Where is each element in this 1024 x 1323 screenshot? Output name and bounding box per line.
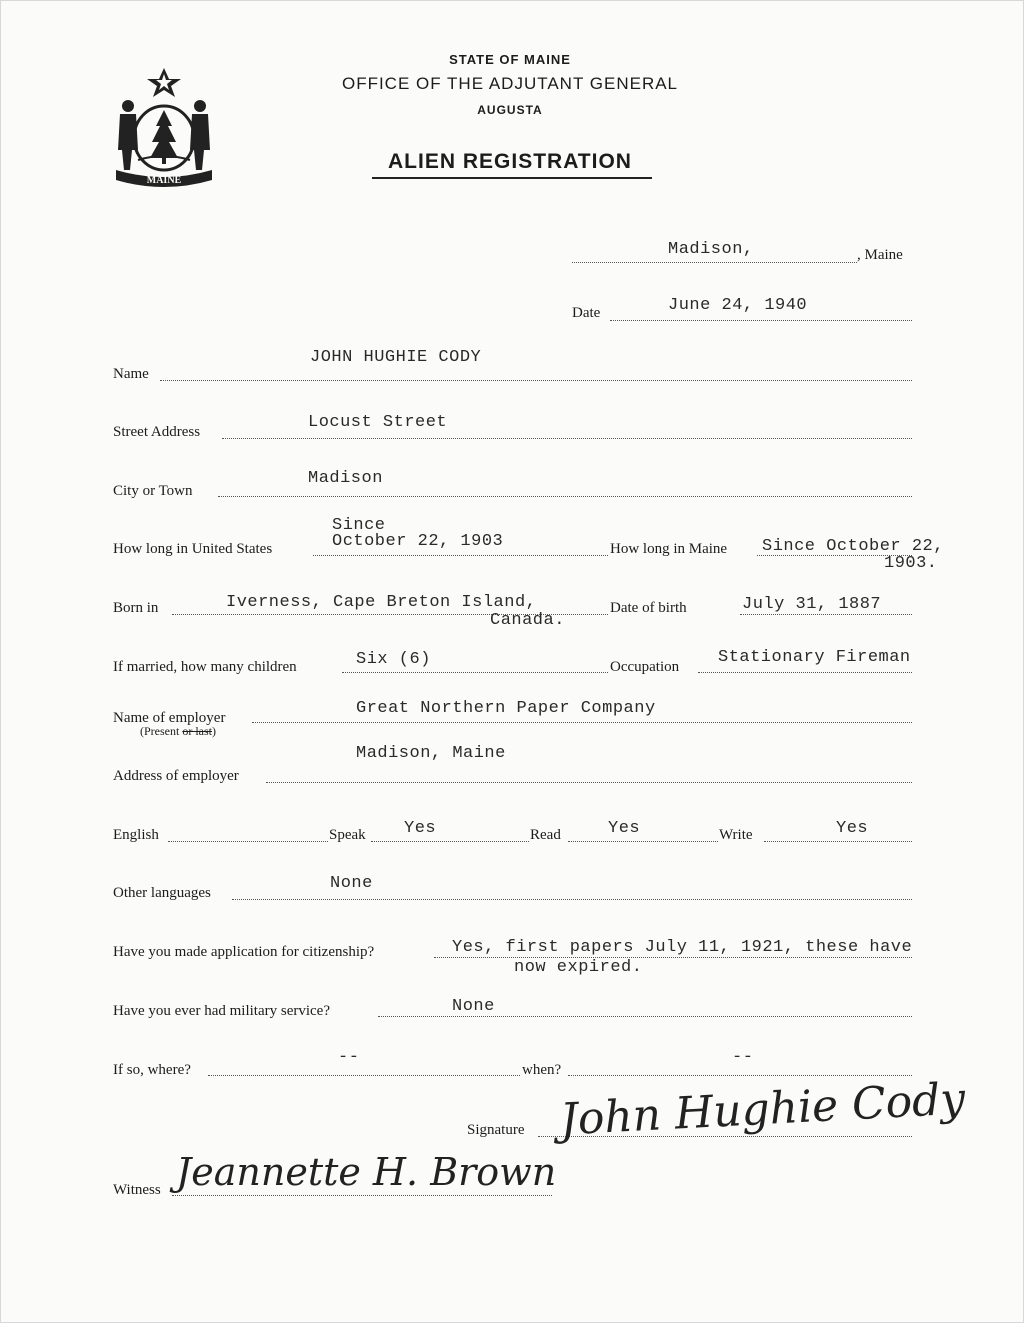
how-long-us-value-2: October 22, 1903 (332, 532, 504, 551)
children-label: If married, how many children (113, 659, 297, 675)
when-label: when? (522, 1062, 562, 1078)
born-in-label: Born in (113, 600, 159, 616)
date-label: Date (572, 305, 601, 321)
employer-sublabel: (Present or last) (140, 724, 216, 738)
name-value: JOHN HUGHIE CODY (310, 348, 482, 367)
witness-value: Jeannette H. Brown (176, 1150, 557, 1194)
other-languages-label: Other languages (113, 885, 211, 901)
state-seal (112, 66, 216, 192)
born-in-value-2: Canada. (490, 611, 565, 630)
how-long-maine-label: How long in Maine (610, 541, 728, 557)
occupation-value: Stationary Fireman (718, 648, 911, 667)
how-long-maine-value-1: Since October 22, (762, 537, 944, 556)
employer-label: Name of employer (113, 710, 226, 726)
employer-value: Great Northern Paper Company (356, 699, 656, 718)
how-long-us-label: How long in United States (113, 541, 273, 557)
occupation-label: Occupation (610, 659, 680, 675)
date-value: June 24, 1940 (668, 296, 808, 315)
title-underline (372, 177, 652, 179)
english-label: English (113, 827, 159, 843)
how-long-us-value-1: Since (332, 516, 386, 535)
other-languages-value: None (330, 874, 373, 893)
signature-label: Signature (467, 1122, 525, 1138)
city-label: City or Town (113, 483, 193, 499)
born-in-value-1: Iverness, Cape Breton Island, (226, 593, 537, 612)
speak-label: Speak (329, 827, 366, 843)
read-value: Yes (608, 819, 641, 838)
struck-text: or last (182, 724, 212, 738)
seal-text: MAINE (146, 175, 182, 186)
header-office: OFFICE OF THE ADJUTANT GENERAL (341, 74, 679, 93)
place-value: Madison, (668, 240, 754, 259)
employer-address-label: Address of employer (113, 768, 239, 784)
place-suffix: , Maine (857, 247, 903, 263)
header-state: STATE OF MAINE (449, 52, 571, 67)
citizenship-label: Have you made application for citizenship? (113, 944, 375, 960)
citizenship-value-1: Yes, first papers July 11, 1921, these have (452, 938, 913, 957)
military-value: None (452, 997, 495, 1016)
street-label: Street Address (113, 424, 201, 440)
where-label: If so, where? (113, 1062, 191, 1078)
witness-label: Witness (113, 1182, 161, 1198)
name-label: Name (113, 366, 149, 382)
city-value: Madison (308, 469, 383, 488)
dob-label: Date of birth (610, 600, 687, 616)
signature-value: John Hughie Cody (558, 1073, 967, 1146)
employer-address-value: Madison, Maine (356, 744, 506, 763)
write-label: Write (719, 827, 753, 843)
speak-value: Yes (404, 819, 437, 838)
street-value: Locust Street (308, 413, 448, 432)
read-label: Read (530, 827, 561, 843)
when-value: -- (732, 1048, 754, 1067)
write-value: Yes (836, 819, 869, 838)
header-city: AUGUSTA (477, 103, 543, 117)
where-value: -- (338, 1048, 360, 1067)
form-title: ALIEN REGISTRATION (388, 150, 632, 173)
how-long-maine-value-2: 1903. (884, 554, 938, 573)
children-value: Six (6) (356, 650, 431, 669)
military-label: Have you ever had military service? (113, 1003, 330, 1019)
citizenship-value-2: now expired. (514, 958, 643, 977)
dob-value: July 31, 1887 (742, 595, 882, 614)
